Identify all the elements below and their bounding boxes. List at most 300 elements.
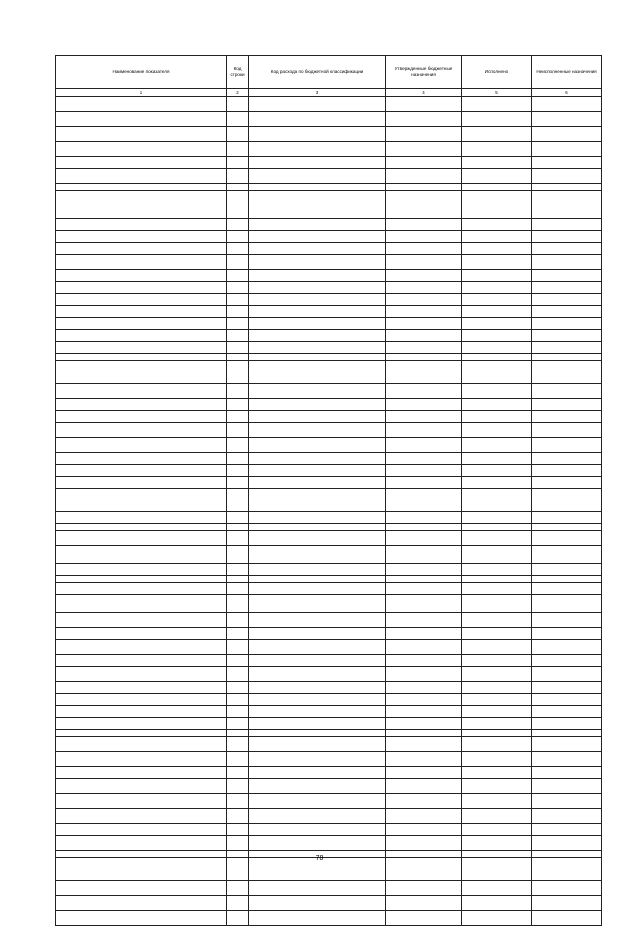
table-cell (56, 655, 227, 667)
header-executed: Исполнено (462, 56, 532, 89)
table-cell (227, 655, 249, 667)
table-cell (56, 255, 227, 270)
table-cell (386, 282, 462, 294)
table-row (56, 318, 602, 330)
table-cell (386, 655, 462, 667)
table-row (56, 423, 602, 438)
table-cell (227, 411, 249, 423)
table-cell (532, 438, 602, 453)
table-cell (227, 730, 249, 737)
table-cell (249, 836, 386, 851)
table-cell (532, 142, 602, 157)
table-cell (249, 399, 386, 411)
table-cell (249, 477, 386, 489)
table-cell (249, 718, 386, 730)
table-cell (249, 361, 386, 384)
table-cell (56, 694, 227, 706)
table-cell (386, 667, 462, 682)
table-cell (249, 737, 386, 752)
table-cell (462, 453, 532, 465)
table-row (56, 706, 602, 718)
table-cell (227, 330, 249, 342)
table-cell (462, 354, 532, 361)
table-cell (227, 489, 249, 512)
table-cell (532, 354, 602, 361)
table-cell (532, 779, 602, 794)
table-cell (249, 694, 386, 706)
table-cell (227, 243, 249, 255)
table-cell (462, 576, 532, 583)
table-cell (56, 779, 227, 794)
table-row (56, 112, 602, 127)
table-cell (532, 737, 602, 752)
table-cell (56, 564, 227, 576)
table-cell (532, 809, 602, 824)
table-cell (249, 243, 386, 255)
table-cell (249, 531, 386, 546)
table-cell (249, 546, 386, 564)
table-cell (56, 613, 227, 628)
table-cell (227, 824, 249, 836)
table-row (56, 384, 602, 399)
table-cell (532, 157, 602, 169)
table-cell (386, 112, 462, 127)
table-cell (462, 477, 532, 489)
table-cell (249, 231, 386, 243)
table-cell (462, 184, 532, 191)
table-cell (227, 809, 249, 824)
table-cell (462, 628, 532, 640)
table-cell (386, 423, 462, 438)
table-cell (227, 779, 249, 794)
table-cell (386, 613, 462, 628)
table-cell (56, 583, 227, 595)
table-cell (249, 767, 386, 779)
table-cell (386, 255, 462, 270)
table-cell (56, 142, 227, 157)
table-cell (249, 330, 386, 342)
table-cell (532, 306, 602, 318)
table-cell (56, 809, 227, 824)
table-cell (386, 730, 462, 737)
table-cell (56, 794, 227, 809)
table-cell (227, 718, 249, 730)
table-cell (386, 453, 462, 465)
table-cell (462, 330, 532, 342)
table-cell (227, 564, 249, 576)
table-cell (56, 465, 227, 477)
table-row (56, 524, 602, 531)
table-row (56, 354, 602, 361)
table-cell (227, 911, 249, 926)
table-cell (532, 399, 602, 411)
table-cell (532, 881, 602, 896)
table-cell (462, 718, 532, 730)
column-number: 4 (386, 89, 462, 97)
table-cell (386, 779, 462, 794)
table-cell (56, 576, 227, 583)
table-row (56, 737, 602, 752)
table-row (56, 718, 602, 730)
table-cell (249, 184, 386, 191)
table-cell (532, 824, 602, 836)
table-cell (56, 342, 227, 354)
table-cell (56, 184, 227, 191)
table-cell (532, 667, 602, 682)
table-cell (462, 255, 532, 270)
table-cell (386, 752, 462, 767)
table-cell (227, 112, 249, 127)
table-cell (386, 169, 462, 184)
table-cell (227, 694, 249, 706)
table-cell (532, 477, 602, 489)
table-cell (462, 809, 532, 824)
table-cell (532, 318, 602, 330)
table-cell (249, 779, 386, 794)
table-cell (386, 231, 462, 243)
table-cell (249, 112, 386, 127)
table-cell (462, 546, 532, 564)
table-cell (249, 564, 386, 576)
table-cell (249, 512, 386, 524)
table-cell (462, 655, 532, 667)
table-cell (249, 97, 386, 112)
table-cell (249, 169, 386, 184)
table-cell (462, 282, 532, 294)
table-row (56, 640, 602, 655)
column-number-row (56, 89, 602, 97)
table-cell (249, 613, 386, 628)
table-cell (386, 718, 462, 730)
table-cell (249, 752, 386, 767)
table-cell (56, 399, 227, 411)
table-row (56, 330, 602, 342)
table-row (56, 361, 602, 384)
table-cell (532, 546, 602, 564)
table-cell (386, 306, 462, 318)
table-cell (386, 595, 462, 613)
table-cell (386, 354, 462, 361)
table-cell (386, 576, 462, 583)
table-cell (227, 399, 249, 411)
table-row (56, 142, 602, 157)
table-cell (462, 836, 532, 851)
table-row (56, 583, 602, 595)
table-row (56, 489, 602, 512)
table-cell (56, 243, 227, 255)
table-row (56, 294, 602, 306)
table-cell (386, 270, 462, 282)
table-row (56, 169, 602, 184)
table-cell (532, 97, 602, 112)
column-number: 3 (249, 89, 386, 97)
table-cell (227, 737, 249, 752)
table-cell (227, 576, 249, 583)
table-cell (462, 767, 532, 779)
table-cell (56, 477, 227, 489)
table-cell (462, 595, 532, 613)
table-cell (386, 794, 462, 809)
table-cell (227, 384, 249, 399)
table-row (56, 794, 602, 809)
table-row (56, 595, 602, 613)
header-approved-appropriations: Утвержденные бюджетные назначения (386, 56, 462, 89)
table-cell (462, 142, 532, 157)
table-cell (532, 794, 602, 809)
table-cell (249, 294, 386, 306)
table-cell (462, 384, 532, 399)
table-cell (227, 423, 249, 438)
table-cell (249, 127, 386, 142)
table-cell (249, 583, 386, 595)
table-cell (386, 546, 462, 564)
table-cell (56, 97, 227, 112)
table-cell (227, 255, 249, 270)
header-indicator-name: Наименование показателя (56, 56, 227, 89)
table-cell (462, 127, 532, 142)
table-cell (462, 512, 532, 524)
table-cell (386, 583, 462, 595)
table-cell (227, 184, 249, 191)
table-row (56, 191, 602, 219)
table-cell (532, 112, 602, 127)
table-cell (56, 169, 227, 184)
table-cell (249, 682, 386, 694)
table-cell (56, 330, 227, 342)
table-cell (462, 583, 532, 595)
table-cell (462, 97, 532, 112)
table-cell (386, 896, 462, 911)
table-row (56, 667, 602, 682)
table-cell (386, 243, 462, 255)
table-cell (227, 270, 249, 282)
table-cell (386, 628, 462, 640)
table-cell (532, 465, 602, 477)
table-cell (249, 706, 386, 718)
table-cell (532, 628, 602, 640)
table-cell (56, 361, 227, 384)
table-cell (227, 881, 249, 896)
table-cell (227, 191, 249, 219)
table-cell (462, 896, 532, 911)
column-number: 2 (227, 89, 249, 97)
table-cell (249, 655, 386, 667)
table-cell (532, 531, 602, 546)
table-row (56, 824, 602, 836)
table-row (56, 477, 602, 489)
table-cell (249, 809, 386, 824)
table-cell (532, 911, 602, 926)
table-cell (56, 270, 227, 282)
table-cell (227, 219, 249, 231)
table-cell (56, 752, 227, 767)
table-cell (227, 127, 249, 142)
header-budget-classification-code: Код расхода по бюджетной классификации (249, 56, 386, 89)
table-cell (386, 157, 462, 169)
table-cell (462, 667, 532, 682)
table-cell (249, 628, 386, 640)
table-row (56, 184, 602, 191)
table-cell (56, 682, 227, 694)
table-cell (532, 836, 602, 851)
table-row (56, 270, 602, 282)
table-cell (532, 384, 602, 399)
table-cell (56, 453, 227, 465)
table-row (56, 881, 602, 896)
table-cell (462, 243, 532, 255)
table-cell (386, 477, 462, 489)
table-cell (462, 489, 532, 512)
table-cell (386, 737, 462, 752)
table-cell (462, 411, 532, 423)
table-cell (532, 489, 602, 512)
table-cell (249, 384, 386, 399)
table-row (56, 779, 602, 794)
table-cell (56, 423, 227, 438)
table-cell (532, 730, 602, 737)
table-cell (462, 682, 532, 694)
table-cell (249, 730, 386, 737)
table-cell (462, 219, 532, 231)
table-cell (532, 255, 602, 270)
table-cell (56, 667, 227, 682)
table-cell (56, 127, 227, 142)
table-row (56, 512, 602, 524)
table-cell (249, 453, 386, 465)
table-cell (532, 184, 602, 191)
table-cell (227, 667, 249, 682)
table-cell (386, 294, 462, 306)
table-cell (227, 169, 249, 184)
table-cell (56, 489, 227, 512)
table-row (56, 282, 602, 294)
table-cell (227, 836, 249, 851)
table-cell (386, 531, 462, 546)
column-number: 5 (462, 89, 532, 97)
table-cell (227, 767, 249, 779)
table-cell (532, 640, 602, 655)
table-cell (386, 640, 462, 655)
table-cell (532, 512, 602, 524)
table-cell (462, 465, 532, 477)
table-cell (462, 169, 532, 184)
table-cell (462, 737, 532, 752)
table-row (56, 911, 602, 926)
table-row (56, 411, 602, 423)
table-cell (386, 219, 462, 231)
table-cell (227, 477, 249, 489)
table-cell (386, 489, 462, 512)
table-row (56, 564, 602, 576)
table-row (56, 453, 602, 465)
table-cell (56, 157, 227, 169)
table-cell (56, 306, 227, 318)
table-cell (249, 423, 386, 438)
table-cell (386, 330, 462, 342)
table-cell (386, 524, 462, 531)
table-cell (386, 809, 462, 824)
table-cell (462, 294, 532, 306)
table-cell (227, 157, 249, 169)
table-cell (532, 694, 602, 706)
table-cell (532, 896, 602, 911)
table-cell (386, 767, 462, 779)
table-cell (227, 613, 249, 628)
table-cell (532, 169, 602, 184)
table-cell (56, 354, 227, 361)
table-cell (227, 318, 249, 330)
table-cell (249, 318, 386, 330)
table-cell (56, 706, 227, 718)
table-cell (56, 718, 227, 730)
table-cell (386, 191, 462, 219)
table-cell (532, 655, 602, 667)
table-cell (56, 411, 227, 423)
table-cell (227, 682, 249, 694)
table-row (56, 438, 602, 453)
column-number: 6 (532, 89, 602, 97)
table-cell (56, 282, 227, 294)
table-cell (56, 531, 227, 546)
table-cell (462, 706, 532, 718)
table-cell (56, 730, 227, 737)
table-cell (249, 191, 386, 219)
table-cell (249, 157, 386, 169)
table-cell (462, 564, 532, 576)
table-cell (56, 881, 227, 896)
table-cell (56, 628, 227, 640)
table-cell (386, 318, 462, 330)
table-cell (532, 682, 602, 694)
table-cell (227, 794, 249, 809)
table-cell (249, 411, 386, 423)
table-cell (249, 794, 386, 809)
table-cell (56, 767, 227, 779)
table-cell (532, 191, 602, 219)
table-row (56, 682, 602, 694)
table-row (56, 157, 602, 169)
table-row (56, 752, 602, 767)
table-cell (227, 438, 249, 453)
table-row (56, 219, 602, 231)
table-cell (249, 576, 386, 583)
table-cell (249, 142, 386, 157)
table-header-row (56, 56, 602, 89)
table-cell (532, 127, 602, 142)
table-cell (462, 191, 532, 219)
table-cell (462, 361, 532, 384)
table-cell (532, 361, 602, 384)
table-cell (462, 824, 532, 836)
table-cell (386, 881, 462, 896)
table-cell (386, 184, 462, 191)
table-cell (56, 219, 227, 231)
table-cell (532, 767, 602, 779)
table-cell (56, 595, 227, 613)
table-cell (386, 911, 462, 926)
table-cell (227, 97, 249, 112)
table-cell (227, 546, 249, 564)
table-cell (56, 318, 227, 330)
table-cell (249, 438, 386, 453)
column-number: 1 (56, 89, 227, 97)
table-cell (532, 231, 602, 243)
table-cell (462, 318, 532, 330)
table-cell (532, 595, 602, 613)
table-cell (249, 270, 386, 282)
table-cell (56, 824, 227, 836)
header-unexecuted: Неисполненные назначения (532, 56, 602, 89)
